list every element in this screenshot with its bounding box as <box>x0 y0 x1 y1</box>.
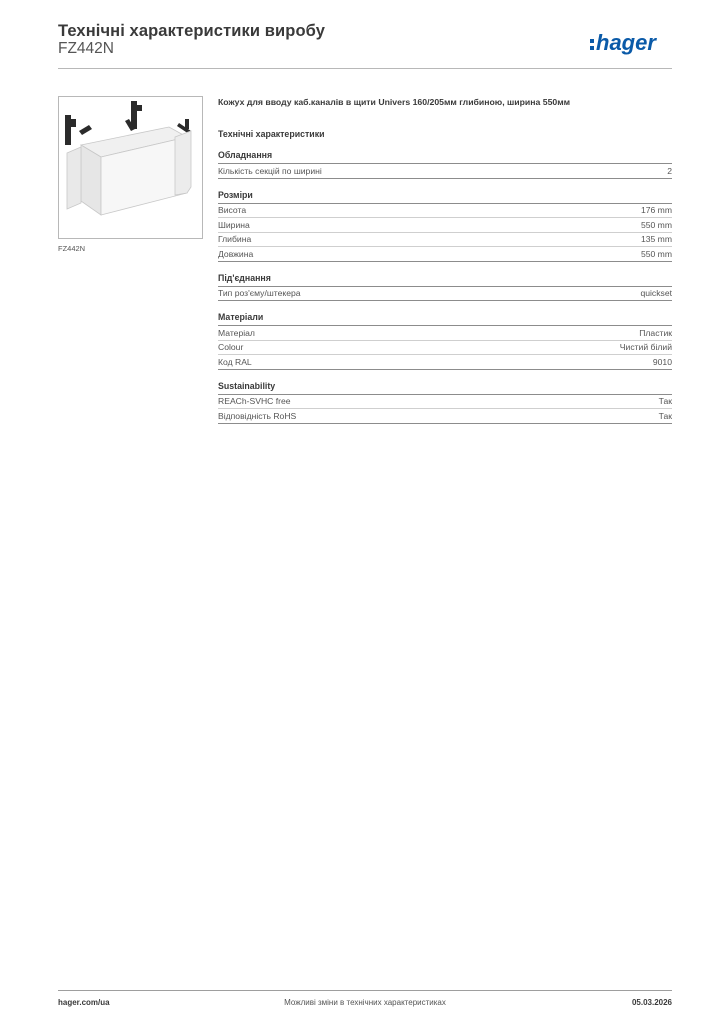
header-divider <box>58 68 672 69</box>
footer-notice: Можливі зміни в технічних характеристиках <box>284 998 446 1007</box>
spec-value: 2 <box>667 165 672 176</box>
spec-row <box>218 233 672 248</box>
spec-row <box>218 247 672 262</box>
product-image-caption: FZ442N <box>58 244 86 253</box>
spec-label: Тип роз'єму/штекера <box>218 288 301 299</box>
spec-group-title: Sustainability <box>218 381 672 395</box>
spec-value: Пластик <box>639 327 672 338</box>
spec-label: REACh-SVHC free <box>218 396 291 407</box>
spec-label: Код RAL <box>218 356 252 367</box>
spec-value: 550 mm <box>640 219 672 230</box>
spec-group-title: Під'єднання <box>218 273 672 287</box>
page-title: Технічні характеристики виробу <box>58 22 325 40</box>
spec-row <box>218 218 672 233</box>
spec-label: Висота <box>218 205 247 216</box>
spec-group-equipment <box>218 150 672 179</box>
spec-value: Чистий білий <box>619 342 672 353</box>
spec-row <box>218 395 672 410</box>
spec-group-materials <box>218 312 672 370</box>
spec-group-connection <box>218 273 672 302</box>
product-image <box>58 96 203 239</box>
spec-row <box>218 164 672 179</box>
spec-value: 9010 <box>652 356 672 367</box>
spec-group-sustainability <box>218 381 672 424</box>
spec-row <box>218 355 672 370</box>
spec-row <box>218 326 672 341</box>
specs-heading: Технічні характеристики <box>218 129 325 139</box>
spec-row <box>218 287 672 302</box>
spec-value: 135 mm <box>640 234 672 245</box>
spec-group-title: Обладнання <box>218 150 672 164</box>
footer-divider <box>58 990 672 991</box>
spec-label: Довжина <box>218 248 254 259</box>
footer-website-link[interactable]: hager.com/ua <box>58 998 110 1007</box>
hager-logo <box>590 31 676 57</box>
spec-group-title: Розміри <box>218 190 672 204</box>
spec-value: Так <box>658 396 672 407</box>
specs-section <box>218 96 672 435</box>
product-description: Кожух для вводу каб.каналів в щити Univers 160/205мм глибиною, ширина 550мм <box>218 97 571 107</box>
spec-label: Матеріал <box>218 327 255 338</box>
spec-group-title: Матеріали <box>218 312 672 326</box>
spec-value: 176 mm <box>640 205 672 216</box>
spec-row <box>218 409 672 424</box>
spec-label: Кількість секцій по ширині <box>218 165 322 176</box>
spec-groups <box>218 150 672 424</box>
spec-value: Так <box>658 410 672 421</box>
spec-label: Глибина <box>218 234 252 245</box>
spec-group-dimensions <box>218 190 672 262</box>
spec-value: 550 mm <box>640 248 672 259</box>
spec-label: Colour <box>218 342 244 353</box>
spec-value: quickset <box>640 288 672 299</box>
spec-label: Ширина <box>218 219 250 230</box>
spec-row <box>218 204 672 219</box>
logo-text: hager <box>596 31 656 55</box>
spec-row <box>218 341 672 356</box>
product-code-subtitle: FZ442N <box>58 40 114 57</box>
footer-date: 05.03.2026 <box>631 998 672 1007</box>
spec-label: Відповідність RoHS <box>218 410 297 421</box>
